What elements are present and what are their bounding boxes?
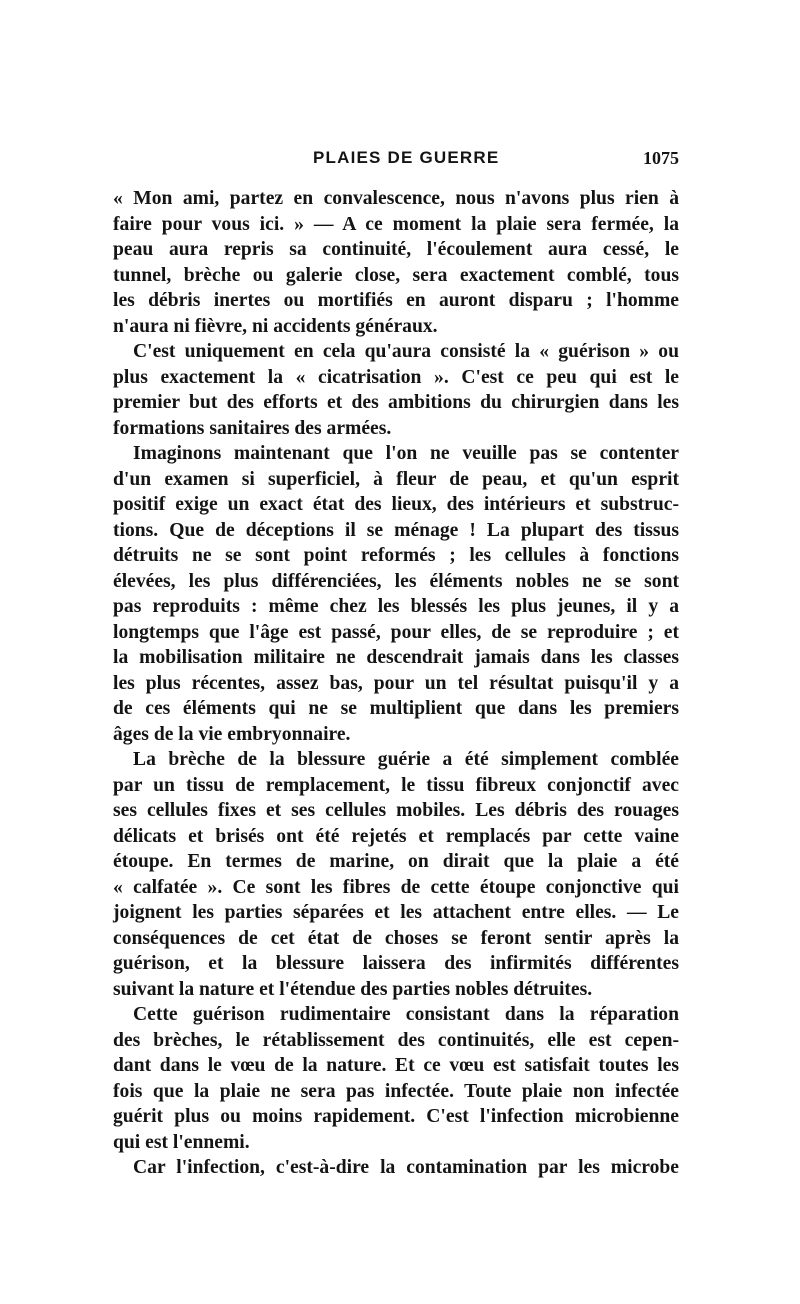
text-line: suivant la nature et l'étendue des parties nobles détruites. [113,978,593,1000]
text-line: « Mon ami, partez en convalescence, nous n'avons plus rien à [113,188,679,209]
text-line: positif exige un exact état des lieux, des intérieurs et substruc- [113,494,679,515]
text-line: plus exactement la « cicatrisation ». C'est ce peu qui est le [113,366,679,388]
text-line: des brèches, le rétablissement des continuités, elle est cepen- [113,1029,679,1051]
text-line: par un tissu de remplacement, le tissu fibreux conjonctif avec [113,774,679,796]
text-line: fois que la plaie ne sera pas infectée. Toute plaie non infectée [113,1080,679,1102]
text-line: La brèche de la blessure guérie a été simplement comblée [133,749,679,770]
text-line: longtemps que l'âge est passé, pour elles, de se reproduire ; et [113,621,679,643]
text-line: peau aura repris sa continuité, l'écoulement aura cessé, le [113,239,679,260]
text-line: tunnel, brèche ou galerie close, sera exactement comblé, tous [113,264,679,286]
text-line: âges de la vie embryonnaire. [113,723,351,745]
text-line: d'un examen si superficiel, à fleur de peau, et qu'un esprit [113,468,679,490]
running-title: PLAIES DE GUERRE [313,148,500,167]
text-line: délicats et brisés ont été rejetés et remplacés par cette vaine [113,825,679,847]
text-line: faire pour vous ici. » — A ce moment la plaie sera fermée, la [113,213,679,235]
text-line: joignent les parties séparées et les attachent entre elles. — Le [113,902,679,923]
text-line: pas reproduits : même chez les blessés les plus jeunes, il y a [113,596,679,617]
text-line: de ces éléments qui ne se multiplient que dans les premiers [113,698,679,719]
text-line: les débris inertes ou mortifiés en auront disparu ; l'homme [113,290,679,311]
text-line: guérison, et la blessure laissera des infirmités différentes [113,953,679,974]
text-line: guérit plus ou moins rapidement. C'est l'infection microbienne [113,1106,679,1127]
page-number: 1075 [643,148,679,168]
text-line: élevées, les plus différenciées, les éléments nobles ne se sont [113,570,679,592]
text-line: « calfatée ». Ce sont les fibres de cette étoupe conjonctive qui [113,876,679,898]
running-head [113,148,679,172]
text-line: Cette guérison rudimentaire consistant dans la réparation [133,1004,679,1025]
text-line: tions. Que de déceptions il se ménage ! La plupart des tissus [113,519,679,541]
text-line: Car l'infection, c'est-à-dire la contamination par les microbe [133,1157,679,1178]
text-line: ses cellules fixes et ses cellules mobiles. Les débris des rouages [113,800,679,821]
text-line: C'est uniquement en cela qu'aura consisté la « guérison » ou [133,341,679,362]
text-line: qui est l'ennemi. [113,1131,250,1153]
text-line: détruits ne se sont point reformés ; les cellules à fonctions [113,545,679,566]
text-line: les plus récentes, assez bas, pour un tel résultat puisqu'il y a [113,672,679,694]
text-line: la mobilisation militaire ne descendrait jamais dans les classes [113,647,679,668]
text-line: premier but des efforts et des ambitions du chirurgien dans les [113,392,679,413]
text-line: étoupe. En termes de marine, on dirait que la plaie a été [113,851,679,872]
text-line: Imaginons maintenant que l'on ne veuille pas se contenter [133,443,679,464]
text-line: conséquences de cet état de choses se feront sentir après la [113,927,679,949]
text-line: n'aura ni fièvre, ni accidents généraux. [113,315,438,337]
text-line: dant dans le vœu de la nature. Et ce vœu est satisfait toutes les [113,1055,679,1076]
body-text [113,186,679,1181]
text-line: formations sanitaires des armées. [113,417,392,439]
